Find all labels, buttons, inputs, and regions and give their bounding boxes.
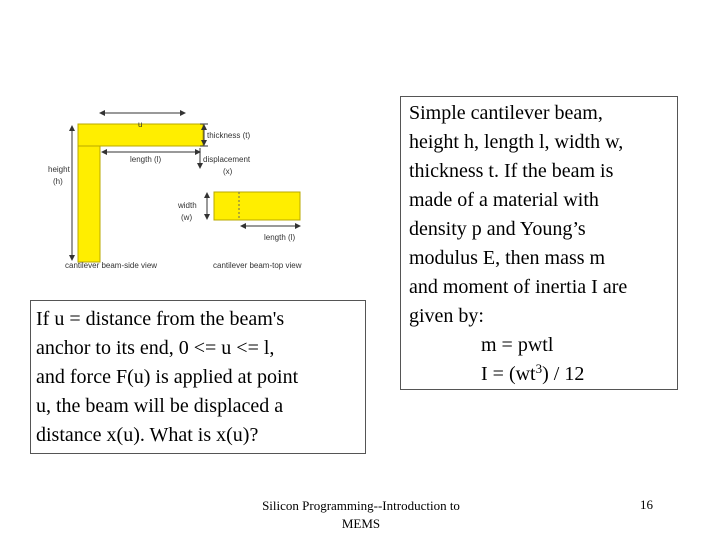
inertia-exponent: 3	[535, 361, 543, 376]
footer-text: Silicon Programming--Introduction to MEMS	[262, 498, 460, 531]
question-box	[30, 300, 366, 454]
page-number: 16	[640, 497, 653, 512]
description-line: and moment of inertia I are	[409, 276, 628, 298]
u-label: u	[138, 120, 143, 129]
width-symbol: (w)	[181, 213, 193, 222]
thickness-label: thickness (t)	[207, 131, 251, 140]
mass-formula: m = pwtl	[481, 334, 554, 356]
question-line: and force F(u) is applied at point	[36, 366, 299, 388]
displacement-symbol: (x)	[223, 167, 233, 176]
inertia-formula	[409, 360, 677, 389]
question-line: u, the beam will be displaced a	[36, 395, 284, 417]
top-view-caption: cantilever beam-top view	[213, 261, 302, 270]
inertia-suffix: ) / 12	[542, 363, 585, 385]
description-line: density p and Young’s	[409, 218, 586, 240]
question-line: anchor to its end, 0 <= u <= l,	[36, 337, 275, 359]
beam-top	[214, 192, 300, 220]
length-top-label: length (l)	[264, 233, 296, 242]
description-box	[400, 96, 678, 390]
description-line: Simple cantilever beam,	[409, 102, 603, 124]
length-side-label: length (l)	[130, 155, 162, 164]
inertia-prefix: I = (wt	[481, 363, 536, 385]
height-label: height	[48, 165, 70, 174]
question-line: distance x(u). What is x(u)?	[36, 424, 259, 446]
description-line: height h, length l, width w,	[409, 131, 624, 153]
description-line: made of a material with	[409, 189, 599, 211]
description-line: thickness t. If the beam is	[409, 160, 614, 182]
beam-vertical	[78, 146, 100, 262]
cantilever-diagram	[0, 0, 340, 290]
width-label: width	[178, 201, 197, 210]
top-view	[177, 192, 302, 270]
height-symbol: (h)	[53, 177, 63, 186]
question-line: If u = distance from the beam's	[36, 308, 285, 330]
displacement-label: displacement	[203, 155, 251, 164]
description-line: modulus E, then mass m	[409, 247, 606, 269]
side-view-caption: cantilever beam-side view	[65, 261, 158, 270]
description-line: given by:	[409, 305, 484, 327]
